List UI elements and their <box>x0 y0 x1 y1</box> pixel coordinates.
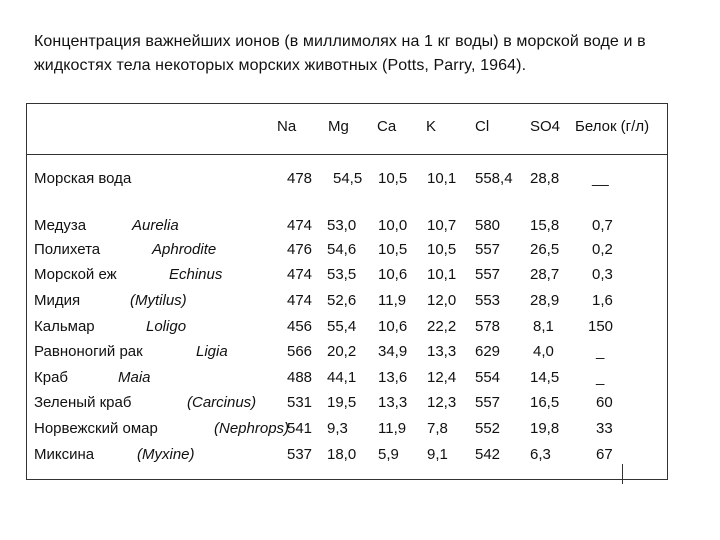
table-cell: 10,1 <box>427 170 457 187</box>
table-cell: 474 <box>287 292 313 309</box>
table-cell: 20,2 <box>327 343 357 360</box>
table-cell: 566 <box>287 343 313 360</box>
row-latin-name: (Mytilus) <box>130 292 187 309</box>
row-name: Миксина <box>34 446 95 463</box>
table-cell: _ <box>596 343 605 360</box>
table-cell: 4,0 <box>533 343 554 360</box>
table-cell: 150 <box>588 318 614 335</box>
row-name: Медуза <box>34 217 87 234</box>
row-latin-name: (Nephrops) <box>214 420 290 437</box>
table-cell: 0,3 <box>592 266 613 283</box>
row-latin-name: Echinus <box>169 266 223 283</box>
table-cell: 12,0 <box>427 292 457 309</box>
table-cell: 6,3 <box>530 446 551 463</box>
row-name: Зеленый краб <box>34 394 132 411</box>
row-latin-name: Loligo <box>146 318 187 335</box>
table-cell: 55,4 <box>327 318 357 335</box>
row-name: Краб <box>34 369 69 386</box>
table-cell: 53,5 <box>327 266 357 283</box>
table-cell: 0,7 <box>592 217 613 234</box>
table-cell: 10,6 <box>378 266 408 283</box>
table-cell: 14,5 <box>530 369 560 386</box>
table-cell: 12,3 <box>427 394 457 411</box>
table-cell: 474 <box>287 217 313 234</box>
table-cell: 54,5 <box>333 170 363 187</box>
stray-vertical-mark <box>622 464 623 484</box>
table-cell: 13,3 <box>427 343 457 360</box>
page-title: Концентрация важнейших ионов (в миллимолях на 1 кг воды) в морской воде и в жидкостях тела некоторых морских животных (Potts, Parry, 1964). <box>34 33 646 74</box>
table-cell: 7,8 <box>427 420 448 437</box>
table-cell: 9,1 <box>427 446 448 463</box>
table-cell: 1,6 <box>592 292 613 309</box>
table-cell: 12,4 <box>427 369 457 386</box>
table-cell: 474 <box>287 266 313 283</box>
table-cell: 18,0 <box>327 446 357 463</box>
row-latin-name: (Carcinus) <box>187 394 257 411</box>
table-cell: 557 <box>475 394 501 411</box>
row-latin-name: Aurelia <box>132 217 179 234</box>
table-cell: 557 <box>475 241 501 258</box>
row-latin-name: Aphrodite <box>152 241 217 258</box>
table-cell: 9,3 <box>327 420 348 437</box>
table-cell: 537 <box>287 446 313 463</box>
table-cell: 44,1 <box>327 369 357 386</box>
table-cell: 26,5 <box>530 241 560 258</box>
table-cell: 10,1 <box>427 266 457 283</box>
table-cell: 5,9 <box>378 446 399 463</box>
table-cell: __ <box>592 170 609 187</box>
table-cell: 552 <box>475 420 501 437</box>
row-name: Полихета <box>34 241 101 258</box>
table-cell: 10,6 <box>378 318 408 335</box>
row-name: Кальмар <box>34 318 95 335</box>
table-cell: 16,5 <box>530 394 560 411</box>
table-cell: 488 <box>287 369 313 386</box>
row-latin-name: Maia <box>118 369 151 386</box>
table-cell: 34,9 <box>378 343 408 360</box>
table-cell: 28,7 <box>530 266 560 283</box>
table-cell: 11,9 <box>378 292 407 309</box>
table-cell: 10,5 <box>427 241 457 258</box>
column-header: Mg <box>328 118 349 135</box>
table-cell: 53,0 <box>327 217 357 234</box>
table-cell: 19,5 <box>327 394 357 411</box>
table-cell: 557 <box>475 266 501 283</box>
table-cell: 541 <box>287 420 313 437</box>
table-cell: 10,5 <box>378 170 408 187</box>
table-cell: 10,0 <box>378 217 408 234</box>
table-cell: 67 <box>596 446 613 463</box>
row-name: Морская вода <box>34 170 132 187</box>
table-cell: 531 <box>287 394 313 411</box>
table-cell: 476 <box>287 241 313 258</box>
table-cell: 554 <box>475 369 501 386</box>
table-cell: _ <box>596 369 605 386</box>
table-cell: 28,9 <box>530 292 560 309</box>
table-cell: 15,8 <box>530 217 560 234</box>
table-cell: 52,6 <box>327 292 357 309</box>
row-latin-name: (Myxine) <box>137 446 195 463</box>
column-header: K <box>426 118 437 135</box>
column-header: Na <box>277 118 297 135</box>
column-header: SO4 <box>530 118 561 135</box>
row-name: Морской еж <box>34 266 117 283</box>
table-cell: 0,2 <box>592 241 613 258</box>
table-cell: 11,9 <box>378 420 407 437</box>
table-cell: 553 <box>475 292 501 309</box>
column-header: Белок (г/л) <box>575 118 650 135</box>
table-cell: 54,6 <box>327 241 357 258</box>
column-header: Cl <box>475 118 490 135</box>
table-cell: 558,4 <box>475 170 513 187</box>
row-name: Мидия <box>34 292 81 309</box>
table-cell: 478 <box>287 170 313 187</box>
table-cell: 60 <box>596 394 613 411</box>
header-divider <box>26 154 668 155</box>
table-cell: 13,3 <box>378 394 408 411</box>
row-latin-name: Ligia <box>196 343 228 360</box>
row-name: Равноногий рак <box>34 343 143 360</box>
table-cell: 542 <box>475 446 501 463</box>
table-cell: 8,1 <box>533 318 554 335</box>
table-cell: 629 <box>475 343 501 360</box>
table-cell: 22,2 <box>427 318 457 335</box>
table-cell: 28,8 <box>530 170 560 187</box>
table-cell: 580 <box>475 217 501 234</box>
table-cell: 578 <box>475 318 501 335</box>
column-header: Ca <box>377 118 397 135</box>
table-cell: 10,5 <box>378 241 408 258</box>
table-cell: 13,6 <box>378 369 408 386</box>
table-cell: 19,8 <box>530 420 560 437</box>
table-cell: 33 <box>596 420 613 437</box>
row-name: Норвежский омар <box>34 420 158 437</box>
table-cell: 456 <box>287 318 313 335</box>
table-cell: 10,7 <box>427 217 457 234</box>
